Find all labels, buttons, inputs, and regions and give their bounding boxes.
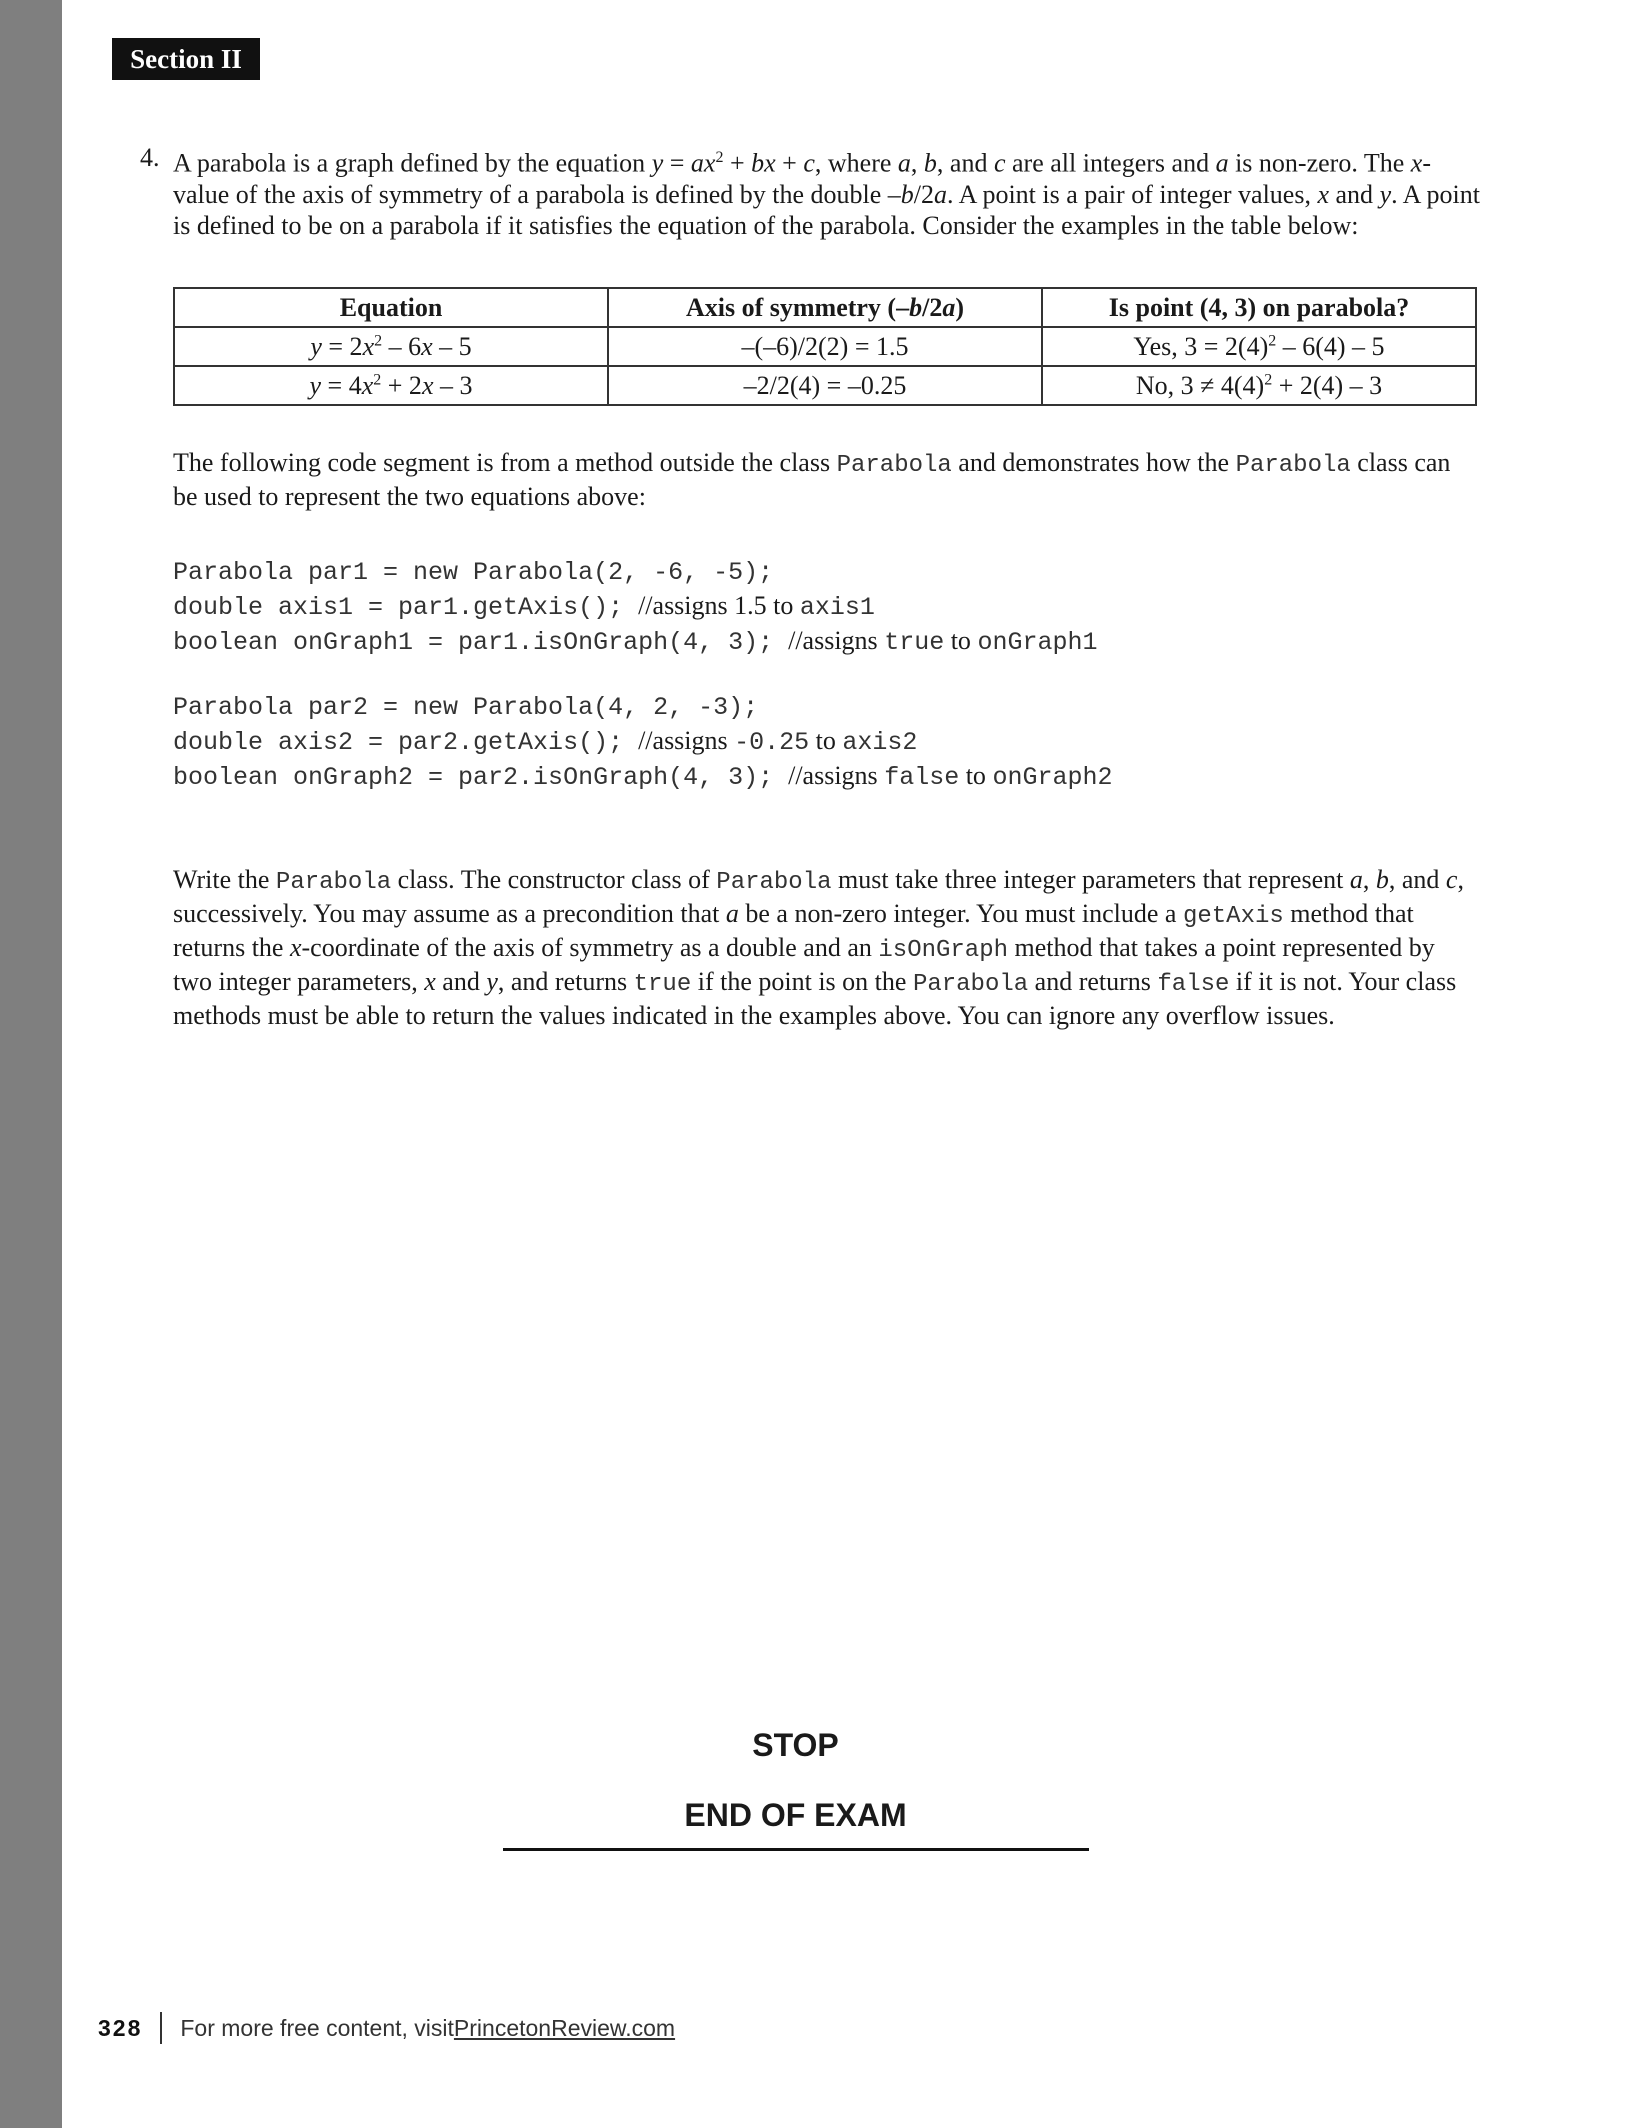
footer-text: For more free content, visit <box>180 2014 454 2041</box>
code-line: boolean onGraph1 = par1.isOnGraph(4, 3); //assigns true to onGraph1 <box>173 626 1098 657</box>
code-block-1 <box>173 553 1475 658</box>
table-cell: $y = 2x^2 - 6x - 5$ <box>174 327 608 366</box>
table-header-equation: Equation <box>174 288 608 327</box>
question-number: 4. <box>140 143 160 172</box>
table-header-row <box>174 288 1476 327</box>
code-line: Parabola par1 = new Parabola(2, -6, -5); <box>173 558 774 587</box>
table-cell: –(–6)/2(2) = 1.5 <box>608 327 1042 366</box>
code-line: boolean onGraph2 = par2.isOnGraph(4, 3); //assigns false to onGraph2 <box>173 761 1113 792</box>
code-line: double axis1 = par1.getAxis(); //assigns 1.5 to axis1 <box>173 591 875 622</box>
table-header-on-parabola: Is point (4, 3) on parabola? <box>1042 288 1476 327</box>
code-line: Parabola par2 = new Parabola(4, 2, -3); <box>173 693 759 722</box>
page-footer <box>98 2010 675 2046</box>
end-rule-divider <box>503 1848 1089 1851</box>
code-block-2 <box>173 688 1475 793</box>
stop-label: STOP <box>752 1727 839 1763</box>
examples-table <box>173 287 1477 406</box>
princeton-review-link[interactable]: PrincetonReview.com <box>453 2014 676 2041</box>
page-number: 328 <box>98 2014 143 2041</box>
table-cell: –2/2(4) = –0.25 <box>608 366 1042 405</box>
table-cell: No, $3 \ne 4(4)^2 + 2(4) - 3$ <box>1042 366 1476 405</box>
question-intro: A parabola is a graph defined by the equation $y = ax^2$ + bx + c, where a, b, and c are all integers and a is non-zero. The x-value of the axis of symmetry of a parabola is defined by the double –b/2a. A point is a pair of integer values, x and y. A point is defined to be on a parabola if it satisfies the equation of the parabola. Consider the examples in the table below: <box>173 148 1480 240</box>
code-line: double axis2 = par2.getAxis(); //assigns -0.25 to axis2 <box>173 726 918 757</box>
instructions-paragraph: Write the Parabola class. The constructor class of Parabola must take three integer parameters that represent a, b, and c, successively. You may assume as a precondition that a be a non-zero integer. You must include a getAxis method that returns the x-coordinate of the axis of symmetry as a double and an isOnGraph method that takes a point represented by two integer parameters, x and y, and returns true if the point is on the Parabola and returns false if it is not. Your class methods must be able to return the values indicated in the examples above. You can ignore any overflow issues. <box>173 865 1464 1030</box>
footer-divider <box>160 2012 162 2044</box>
table-header-axis: Axis of symmetry (–b/2a) <box>608 288 1042 327</box>
table-row <box>174 327 1476 366</box>
end-of-exam-label: END OF EXAM <box>684 1797 907 1833</box>
table-cell: $y = 4x^2 + 2x - 3$ <box>174 366 608 405</box>
section-tab-label: Section II <box>130 43 242 74</box>
table-cell: Yes, $3 = 2(4)^2 - 6(4) - 5$ <box>1042 327 1476 366</box>
code-intro-paragraph: The following code segment is from a method outside the class Parabola and demonstrates how the Parabola class can be used to represent the two equations above: <box>173 448 1451 511</box>
question-4 <box>140 142 1480 241</box>
table-row <box>174 366 1476 405</box>
section-tab <box>112 38 260 80</box>
